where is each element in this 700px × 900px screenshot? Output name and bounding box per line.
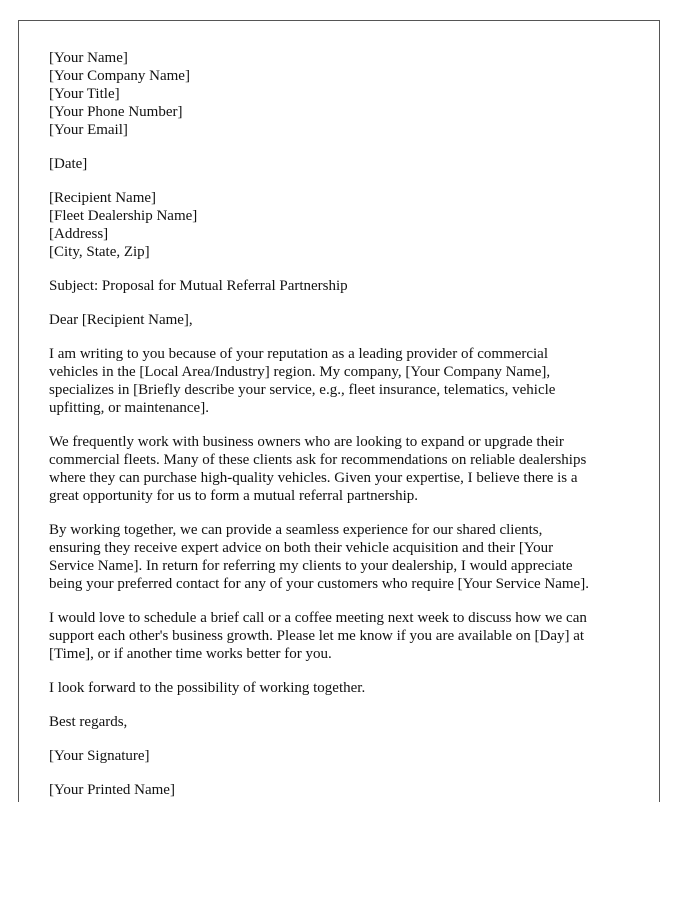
body-paragraph-3	[49, 521, 634, 593]
letter-page	[18, 20, 660, 802]
closing: Best regards,	[49, 714, 128, 730]
body-paragraph-2	[49, 433, 634, 505]
recipient-name: [Recipient Name]	[49, 190, 157, 206]
letter-content	[49, 49, 634, 802]
paragraph-line: I look forward to the possibility of working together.	[49, 680, 366, 696]
recipient-address: [Address]	[49, 226, 109, 242]
date-block	[49, 155, 634, 173]
subject-line: Subject: Proposal for Mutual Referral Partnership	[49, 278, 348, 294]
paragraph-line: I would love to schedule a brief call or a coffee meeting next week to discuss how we can	[49, 610, 587, 626]
sender-company: [Your Company Name]	[49, 68, 190, 84]
paragraph-line: upfitting, or maintenance].	[49, 400, 209, 416]
sender-phone: [Your Phone Number]	[49, 104, 183, 120]
paragraph-line: I am writing to you because of your reputation as a leading provider of commercial	[49, 346, 548, 362]
paragraph-line: ensuring they receive expert advice on both their vehicle acquisition and their [Your	[49, 540, 554, 556]
sender-title: [Your Title]	[49, 86, 120, 102]
recipient-city-state-zip: [City, State, Zip]	[49, 244, 150, 260]
paragraph-line: support each other's business growth. Please let me know if you are available on [Day] at	[49, 628, 585, 644]
recipient-block	[49, 189, 634, 261]
paragraph-line: where they can purchase high-quality vehicles. Given your expertise, I believe there is a	[49, 470, 578, 486]
paragraph-line: Service Name]. In return for referring my clients to your dealership, I would appreciate	[49, 558, 573, 574]
body-paragraph-1	[49, 345, 634, 417]
salutation: Dear [Recipient Name],	[49, 312, 193, 328]
body-paragraph-5	[49, 679, 634, 697]
paragraph-line: vehicles in the [Local Area/Industry] region. My company, [Your Company Name],	[49, 364, 551, 380]
paragraph-line: commercial fleets. Many of these clients ask for recommendations on reliable dealerships	[49, 452, 587, 468]
letter-date: [Date]	[49, 156, 88, 172]
paragraph-line: great opportunity for us to form a mutual referral partnership.	[49, 488, 419, 504]
paragraph-line: By working together, we can provide a seamless experience for our shared clients,	[49, 522, 543, 538]
paragraph-line: [Time], or if another time works better for you.	[49, 646, 332, 662]
paragraph-line: being your preferred contact for any of your customers who require [Your Service Name].	[49, 576, 589, 592]
recipient-dealership: [Fleet Dealership Name]	[49, 208, 198, 224]
sender-block	[49, 49, 634, 139]
sender-name: [Your Name]	[49, 50, 128, 66]
printed-name: [Your Printed Name]	[49, 782, 175, 798]
paragraph-line: specializes in [Briefly describe your service, e.g., fleet insurance, telematics, vehicle	[49, 382, 556, 398]
sender-email: [Your Email]	[49, 122, 128, 138]
signature: [Your Signature]	[49, 748, 150, 764]
paragraph-line: We frequently work with business owners who are looking to expand or upgrade their	[49, 434, 564, 450]
body-paragraph-4	[49, 609, 634, 663]
